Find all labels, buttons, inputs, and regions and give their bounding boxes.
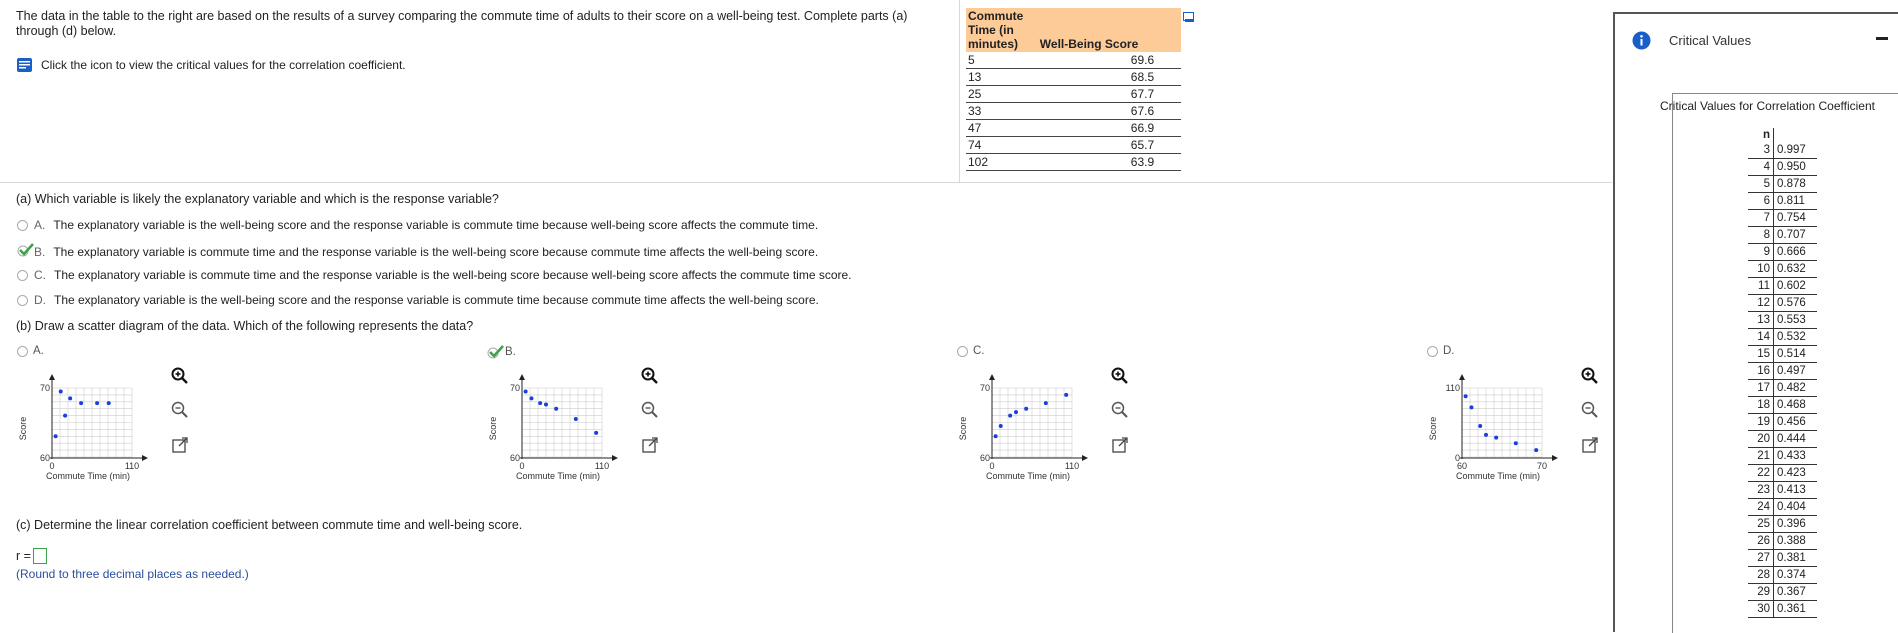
x-right-tick: 110	[1064, 461, 1080, 471]
cv-value: 0.433	[1774, 448, 1818, 465]
cv-value: 0.361	[1774, 601, 1818, 618]
scatter-point	[1044, 401, 1048, 405]
cv-n: 19	[1748, 414, 1774, 431]
scatter-point	[574, 417, 578, 421]
scatter-plot-b	[484, 370, 644, 500]
scatter-plot-a	[14, 370, 174, 500]
round-note: (Round to three decimal places as needed.)	[16, 567, 249, 581]
popout-icon[interactable]	[1110, 435, 1130, 455]
cv-value: 0.497	[1774, 363, 1818, 380]
commute-cell: 25	[966, 86, 1038, 103]
cv-n: 9	[1748, 244, 1774, 261]
cv-value: 0.666	[1774, 244, 1818, 261]
scatter-point	[1494, 436, 1498, 440]
data-row	[966, 86, 1181, 103]
radio-plot-a[interactable]	[17, 346, 28, 357]
scatter-point	[524, 389, 528, 393]
data-row	[966, 52, 1181, 69]
cv-row	[1748, 227, 1817, 244]
scatter-point	[538, 401, 542, 405]
scatter-point	[1064, 393, 1068, 397]
cv-n: 26	[1748, 533, 1774, 550]
cv-n: 20	[1748, 431, 1774, 448]
score-cell: 63.9	[1038, 154, 1181, 171]
scatter-point	[54, 434, 58, 438]
cv-n: 16	[1748, 363, 1774, 380]
radio-d[interactable]	[17, 295, 28, 306]
hint-text: Click the icon to view the critical values for the correlation coefficient.	[41, 58, 406, 72]
cv-value: 0.468	[1774, 397, 1818, 414]
scatter-point	[544, 403, 548, 407]
col-commute-header: Commute Time (in minutes)	[966, 8, 1038, 52]
zoom-out-icon[interactable]	[640, 400, 660, 420]
data-row	[966, 154, 1181, 171]
r-label: r =	[16, 549, 31, 563]
cv-n: 18	[1748, 397, 1774, 414]
y-bottom-tick: 0	[1454, 453, 1460, 463]
cv-value: 0.396	[1774, 516, 1818, 533]
cv-row	[1748, 210, 1817, 227]
cv-row	[1748, 346, 1817, 363]
cv-table-title: Critical Values for Correlation Coefficient	[1660, 99, 1875, 113]
y-axis-label: Score	[958, 416, 968, 441]
cv-value: 0.388	[1774, 533, 1818, 550]
y-top-tick: 70	[39, 383, 50, 393]
popout-icon[interactable]	[170, 435, 190, 455]
cv-value: 0.811	[1774, 193, 1818, 210]
radio-plot-c[interactable]	[957, 346, 968, 357]
cv-value: 0.374	[1774, 567, 1818, 584]
radio-plot-d[interactable]	[1427, 346, 1438, 357]
commute-cell: 13	[966, 69, 1038, 86]
scatter-point	[1534, 448, 1538, 452]
cv-value: 0.997	[1774, 142, 1818, 159]
radio-a[interactable]	[17, 220, 28, 231]
part-a-question: (a) Which variable is likely the explanatory variable and which is the response variable?	[16, 192, 499, 206]
data-table	[966, 8, 1181, 171]
scatter-point	[1484, 433, 1488, 437]
scatter-point	[1514, 441, 1518, 445]
cv-row	[1748, 431, 1817, 448]
radio-c[interactable]	[17, 270, 28, 281]
scatter-point	[68, 396, 72, 400]
cv-value: 0.754	[1774, 210, 1818, 227]
cv-value: 0.602	[1774, 278, 1818, 295]
score-cell: 67.6	[1038, 103, 1181, 120]
cv-row	[1748, 550, 1817, 567]
cv-row	[1748, 295, 1817, 312]
scatter-point	[1478, 424, 1482, 428]
x-left-tick: 0	[49, 461, 55, 471]
y-axis-label: Score	[1428, 416, 1438, 441]
cv-row	[1748, 312, 1817, 329]
y-top-tick: 70	[509, 383, 520, 393]
cv-n: 3	[1748, 142, 1774, 159]
scatter-point	[63, 414, 67, 418]
cv-row	[1748, 482, 1817, 499]
cv-n: 11	[1748, 278, 1774, 295]
divider-horizontal	[0, 182, 1612, 183]
option-c[interactable]: C. The explanatory variable is commute time and the response variable is the well-being score because well-being score affects the commute time score.	[17, 268, 852, 282]
y-top-tick: 70	[979, 383, 990, 393]
cv-n: 23	[1748, 482, 1774, 499]
popout-icon[interactable]	[1580, 435, 1600, 455]
panel-title: Critical Values	[1669, 33, 1752, 48]
x-left-tick: 0	[519, 461, 525, 471]
cv-row	[1748, 261, 1817, 278]
cv-value: 0.576	[1774, 295, 1818, 312]
score-cell: 68.5	[1038, 69, 1181, 86]
checkmark-icon	[487, 345, 505, 359]
cv-n: 8	[1748, 227, 1774, 244]
score-cell: 69.6	[1038, 52, 1181, 69]
cv-value: 0.553	[1774, 312, 1818, 329]
scatter-plot-d	[1424, 370, 1584, 500]
zoom-in-icon[interactable]	[1110, 366, 1130, 386]
cv-row	[1748, 397, 1817, 414]
zoom-in-icon[interactable]	[640, 366, 660, 386]
commute-cell: 47	[966, 120, 1038, 137]
cv-row	[1748, 329, 1817, 346]
cv-n: 17	[1748, 380, 1774, 397]
cv-row	[1748, 142, 1817, 159]
info-icon	[1632, 31, 1651, 50]
x-right-tick: 110	[594, 461, 610, 471]
cv-row	[1748, 516, 1817, 533]
data-row	[966, 120, 1181, 137]
cv-row	[1748, 465, 1817, 482]
cv-row	[1748, 414, 1817, 431]
scatter-point	[529, 396, 533, 400]
critical-values-table	[1748, 128, 1817, 618]
cv-value: 0.444	[1774, 431, 1818, 448]
option-a[interactable]: A. The explanatory variable is the well-being score and the response variable is commute time because well-being score affects the commute time.	[17, 218, 818, 232]
cv-n: 27	[1748, 550, 1774, 567]
scatter-point	[95, 401, 99, 405]
score-cell: 67.7	[1038, 86, 1181, 103]
x-axis-label: Commute Time (min)	[1455, 471, 1541, 481]
cv-value: 0.514	[1774, 346, 1818, 363]
zoom-in-icon[interactable]	[170, 366, 190, 386]
scatter-point	[59, 389, 63, 393]
zoom-in-icon[interactable]	[1580, 366, 1600, 386]
scatter-point	[994, 434, 998, 438]
cv-value: 0.532	[1774, 329, 1818, 346]
cv-n: 14	[1748, 329, 1774, 346]
scatter-point	[79, 401, 83, 405]
cv-row	[1748, 244, 1817, 261]
panel-inner-border	[1672, 93, 1898, 94]
col-wellbeing-header: Well-Being Score	[1038, 8, 1181, 52]
zoom-out-icon[interactable]	[170, 400, 190, 420]
cv-n: 21	[1748, 448, 1774, 465]
cv-row	[1748, 448, 1817, 465]
zoom-out-icon[interactable]	[1580, 400, 1600, 420]
checkmark-icon	[17, 243, 35, 257]
cv-row	[1748, 499, 1817, 516]
cv-row	[1748, 584, 1817, 601]
x-axis-label: Commute Time (min)	[985, 471, 1071, 481]
cv-row	[1748, 601, 1817, 618]
cv-n: 12	[1748, 295, 1774, 312]
y-axis-label: Score	[18, 416, 28, 441]
scatter-point	[107, 401, 111, 405]
scatter-plot-c	[954, 370, 1114, 500]
data-row	[966, 103, 1181, 120]
cv-n: 30	[1748, 601, 1774, 618]
cv-value: 0.707	[1774, 227, 1818, 244]
score-cell: 66.9	[1038, 120, 1181, 137]
radio-b-checked[interactable]	[17, 243, 34, 260]
cv-value: 0.878	[1774, 176, 1818, 193]
cv-n: 29	[1748, 584, 1774, 601]
scatter-point	[1464, 394, 1468, 398]
cv-row	[1748, 380, 1817, 397]
option-b[interactable]: B. The explanatory variable is commute time and the response variable is the well-being score because commute time affects the well-being score.	[17, 243, 818, 260]
cv-value: 0.950	[1774, 159, 1818, 176]
scatter-point	[1008, 414, 1012, 418]
scatter-point	[594, 431, 598, 435]
popout-icon[interactable]	[640, 435, 660, 455]
cv-value: 0.404	[1774, 499, 1818, 516]
y-bottom-tick: 60	[979, 453, 990, 463]
scatter-point	[554, 407, 558, 411]
divider-vertical	[959, 0, 960, 183]
cv-value: 0.482	[1774, 380, 1818, 397]
plot-option-a[interactable]: A.	[17, 345, 44, 357]
commute-cell: 102	[966, 154, 1038, 171]
scatter-point	[999, 424, 1003, 428]
commute-cell: 74	[966, 137, 1038, 154]
x-left-tick: 60	[1456, 461, 1468, 471]
data-row	[966, 69, 1181, 86]
cv-row	[1748, 533, 1817, 550]
commute-cell: 5	[966, 52, 1038, 69]
cv-n: 4	[1748, 159, 1774, 176]
cv-value: 0.423	[1774, 465, 1818, 482]
plot-option-b[interactable]: B.	[487, 345, 516, 359]
x-axis-label: Commute Time (min)	[45, 471, 131, 481]
cv-value: 0.413	[1774, 482, 1818, 499]
cv-n: 22	[1748, 465, 1774, 482]
cv-n: 10	[1748, 261, 1774, 278]
cv-n: 5	[1748, 176, 1774, 193]
r-input[interactable]	[33, 548, 47, 564]
cv-n: 7	[1748, 210, 1774, 227]
cv-row	[1748, 278, 1817, 295]
scatter-point	[1469, 405, 1473, 409]
y-bottom-tick: 60	[509, 453, 520, 463]
y-axis-label: Score	[488, 416, 498, 441]
cv-value: 0.381	[1774, 550, 1818, 567]
part-b-question: (b) Draw a scatter diagram of the data. Which of the following represents the data?	[16, 319, 474, 333]
r-answer-line	[16, 548, 47, 564]
cv-n: 25	[1748, 516, 1774, 533]
y-bottom-tick: 60	[39, 453, 50, 463]
intro-text: The data in the table to the right are based on the results of a survey comparing the commute time of adults to their score on a well-being test. Complete parts (a) through (d) below.	[16, 9, 908, 38]
x-axis-label: Commute Time (min)	[515, 471, 601, 481]
part-c-question: (c) Determine the linear correlation coefficient between commute time and well-being score.	[16, 518, 523, 532]
scatter-point	[1024, 407, 1028, 411]
cv-value: 0.632	[1774, 261, 1818, 278]
scatter-point	[1014, 410, 1018, 414]
cv-n: 13	[1748, 312, 1774, 329]
plot-option-d[interactable]: D.	[1427, 345, 1455, 357]
cv-n: 6	[1748, 193, 1774, 210]
x-right-tick: 70	[1536, 461, 1548, 471]
data-row	[966, 137, 1181, 154]
cv-value: 0.456	[1774, 414, 1818, 431]
cv-row	[1748, 159, 1817, 176]
cv-n: 28	[1748, 567, 1774, 584]
cv-value: 0.367	[1774, 584, 1818, 601]
cv-n: 15	[1748, 346, 1774, 363]
zoom-out-icon[interactable]	[1110, 400, 1130, 420]
minimize-button[interactable]	[1876, 37, 1888, 40]
cv-row	[1748, 193, 1817, 210]
copy-icon[interactable]	[1183, 12, 1195, 23]
option-d[interactable]: D. The explanatory variable is the well-being score and the response variable is commute time because commute time affects the well-being score.	[17, 293, 819, 307]
cv-n-header: n	[1748, 128, 1774, 142]
book-icon[interactable]	[16, 57, 33, 73]
x-left-tick: 0	[989, 461, 995, 471]
y-top-tick: 110	[1445, 383, 1460, 393]
commute-cell: 33	[966, 103, 1038, 120]
critical-values-hint	[16, 57, 406, 73]
cv-n: 24	[1748, 499, 1774, 516]
panel-inner-border-left	[1672, 93, 1673, 633]
cv-row	[1748, 176, 1817, 193]
x-right-tick: 110	[124, 461, 140, 471]
cv-row	[1748, 363, 1817, 380]
cv-row	[1748, 567, 1817, 584]
plot-option-c[interactable]: C.	[957, 345, 985, 357]
score-cell: 65.7	[1038, 137, 1181, 154]
